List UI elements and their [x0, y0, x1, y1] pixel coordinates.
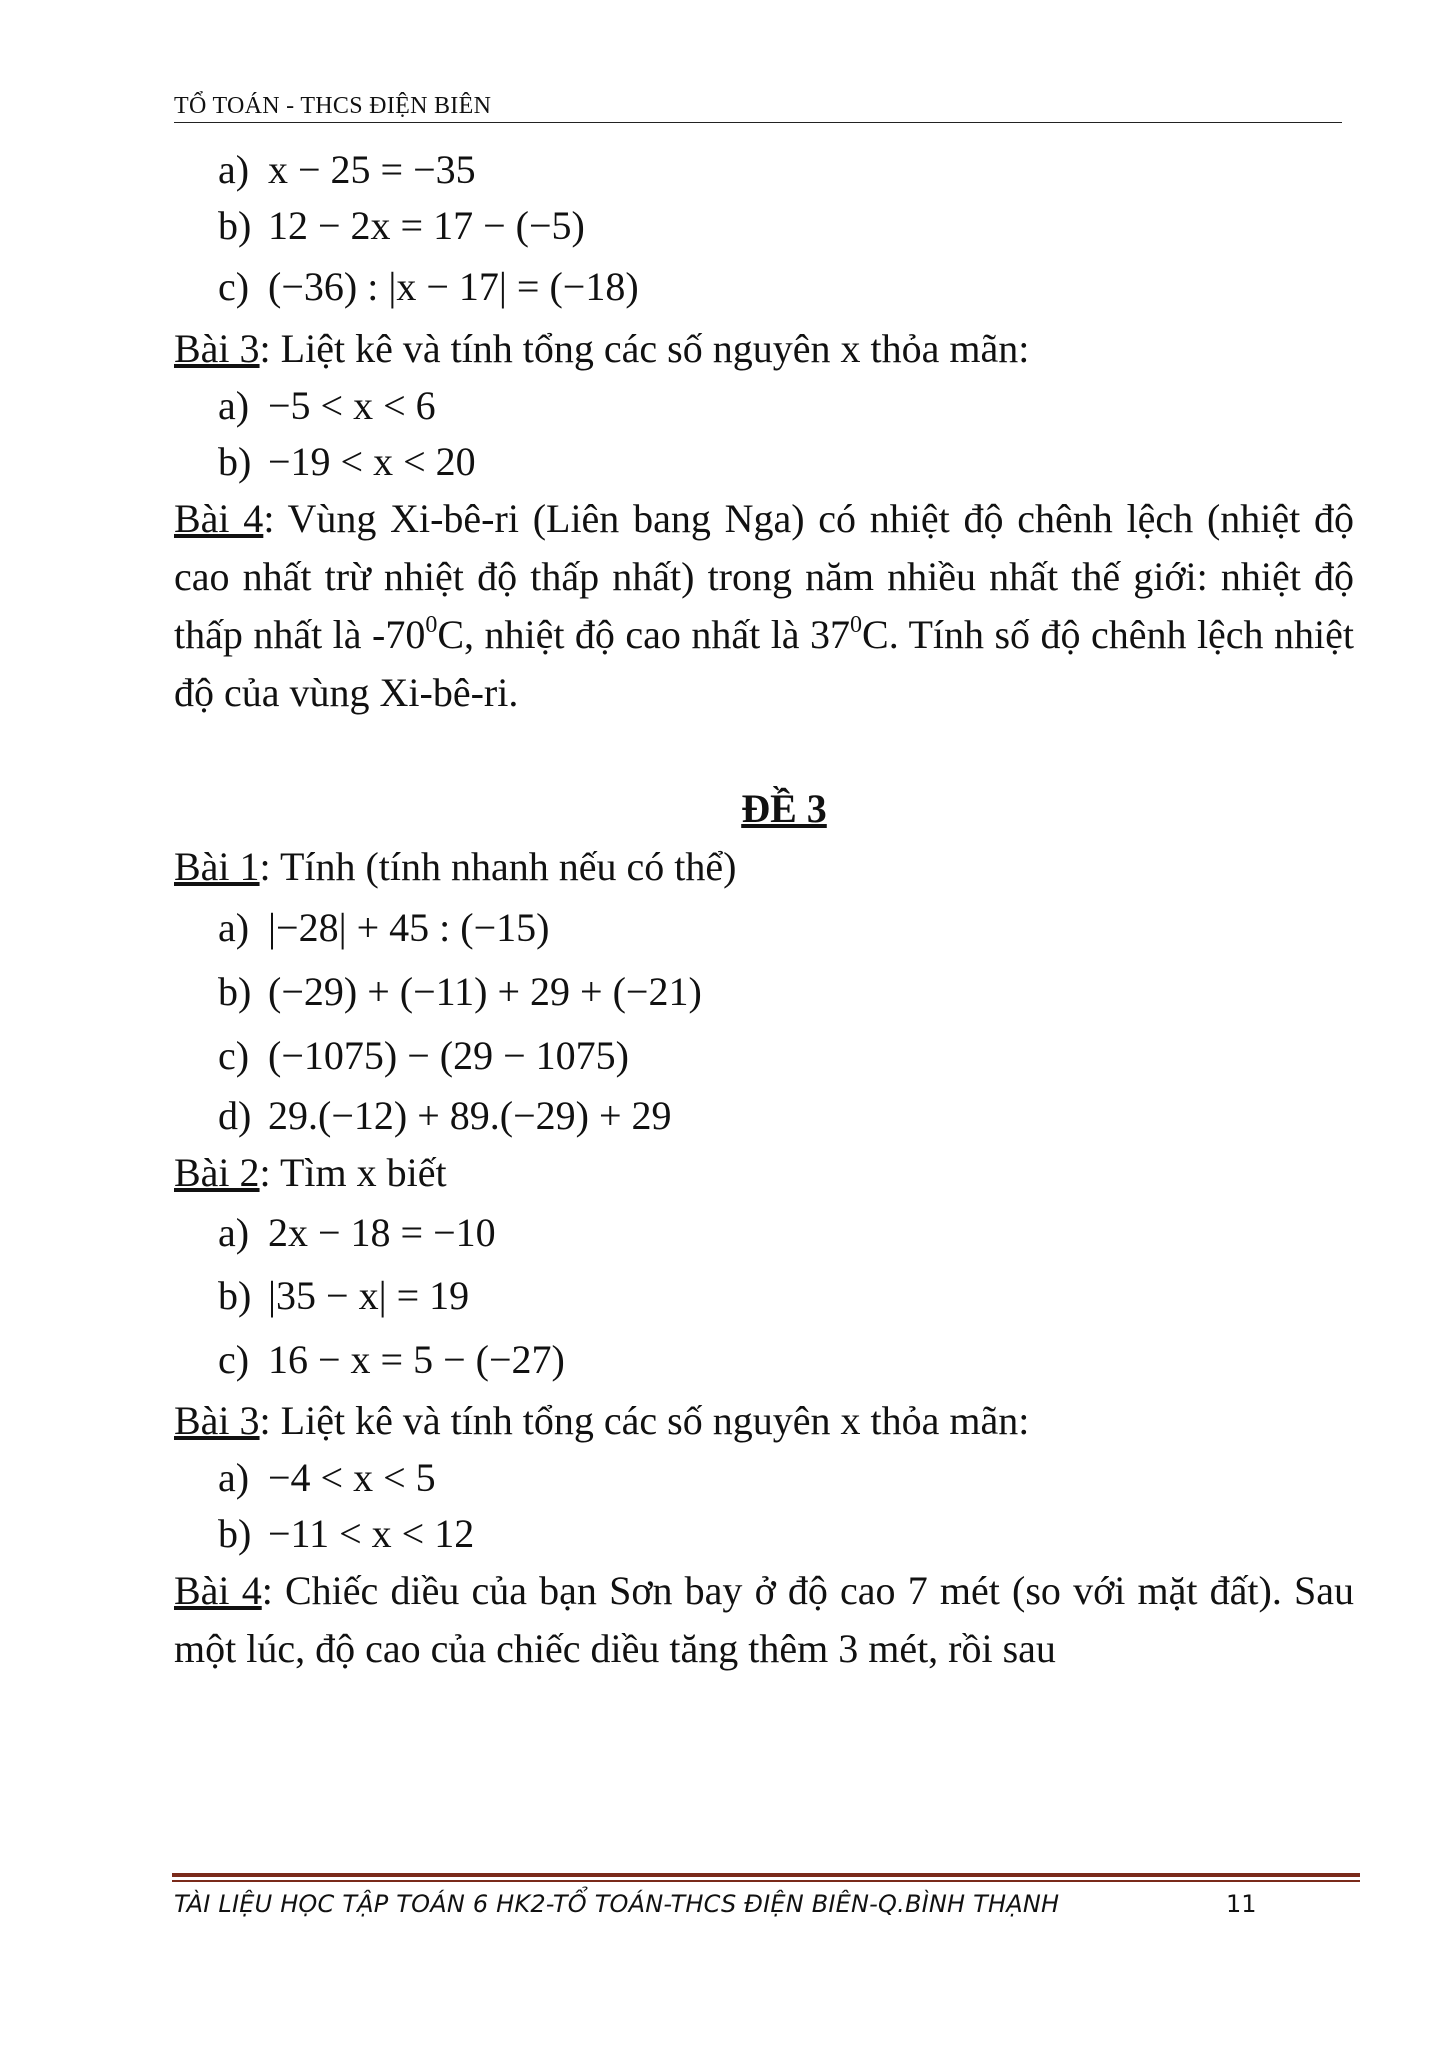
exercise-title: Bài 1 — [174, 844, 260, 889]
exercise-text: : Liệt kê và tính tổng các số nguyên x thỏa mãn: — [259, 1398, 1030, 1443]
exercise-item — [174, 378, 1354, 434]
exercise-item — [174, 198, 1354, 254]
exercise-item — [174, 896, 1354, 960]
exercise-prompt — [174, 1144, 1354, 1202]
math-expression: (−1075) − (29 − 1075) — [268, 1033, 629, 1078]
exercise-prompt — [174, 490, 1354, 722]
item-label: c) — [218, 264, 250, 309]
exercise-title: Bài 4 — [174, 496, 264, 541]
exercise-item — [174, 1024, 1354, 1088]
exercise-item — [174, 1202, 1354, 1264]
item-label: b) — [218, 969, 252, 1014]
exercise-item — [174, 1450, 1354, 1506]
math-expression: 12 − 2x = 17 − (−5) — [268, 203, 585, 248]
math-expression: −5 < x < 6 — [268, 383, 436, 428]
exercise-item — [174, 142, 1354, 198]
item-label: a) — [218, 1455, 250, 1500]
header-text: TỔ TOÁN - THCS ĐIỆN BIÊN — [174, 93, 492, 119]
exercise-item — [174, 1088, 1354, 1144]
exercise-title: Bài 4 — [174, 1568, 262, 1613]
page-number: 11 — [1226, 1890, 1257, 1918]
exercise-text: : Liệt kê và tính tổng các số nguyên x thỏa mãn: — [259, 326, 1030, 371]
math-expression: x − 25 = −35 — [268, 147, 476, 192]
exercise-item — [174, 1506, 1354, 1562]
exercise-item — [174, 254, 1354, 320]
superscript: 0 — [850, 612, 863, 638]
exercise-item — [174, 1264, 1354, 1328]
item-label: a) — [218, 905, 250, 950]
footer-rule — [172, 1880, 1360, 1882]
exercise-prompt — [174, 1562, 1354, 1678]
exercise-text: : Tính (tính nhanh nếu có thể) — [259, 844, 737, 889]
superscript: 0 — [425, 612, 438, 638]
math-expression: 2x − 18 = −10 — [268, 1210, 496, 1255]
item-label: d) — [218, 1093, 252, 1138]
exercise-text: : Tìm x biết — [259, 1150, 447, 1195]
exercise-prompt — [174, 838, 1354, 896]
exercise-text: C, nhiệt độ cao nhất là 37 — [437, 612, 851, 657]
exercise-title: Bài 2 — [174, 1150, 260, 1195]
item-label: c) — [218, 1033, 250, 1078]
item-label: b) — [218, 1273, 252, 1318]
exercise-title: Bài 3 — [174, 326, 260, 371]
page-content — [174, 142, 1354, 1678]
footer-text: TÀI LIỆU HỌC TẬP TOÁN 6 HK2-TỔ TOÁN-THCS ĐIỆN BIÊN-Q.BÌNH THẠNH — [174, 1890, 1060, 1918]
math-expression: −11 < x < 12 — [268, 1511, 475, 1556]
exercise-text: : Chiếc diều của bạn Sơn bay ở độ cao 7 mét (so với mặt đất). Sau một lúc, độ cao của chiếc diều tăng thêm 3 mét, rồi sau — [174, 1568, 1355, 1671]
exercise-item — [174, 1328, 1354, 1392]
item-label: b) — [218, 203, 252, 248]
section-heading: ĐỀ 3 — [741, 786, 827, 831]
exercise-title: Bài 3 — [174, 1398, 260, 1443]
page-footer — [174, 1890, 1354, 1930]
page-header — [174, 88, 1342, 123]
math-expression: (−29) + (−11) + 29 + (−21) — [268, 969, 702, 1014]
math-expression: −19 < x < 20 — [268, 439, 476, 484]
item-label: b) — [218, 1511, 252, 1556]
math-expression: 16 − x = 5 − (−27) — [268, 1337, 565, 1382]
item-label: b) — [218, 439, 252, 484]
exercise-prompt — [174, 320, 1354, 378]
math-expression: |−28| + 45 : (−15) — [268, 905, 550, 950]
item-label: a) — [218, 1210, 250, 1255]
exercise-text: C. Tính số độ chênh lệch nhiệt độ của vùng Xi-bê-ri. — [174, 612, 1355, 715]
exercise-prompt — [174, 1392, 1354, 1450]
math-expression: −4 < x < 5 — [268, 1455, 436, 1500]
math-expression: 29.(−12) + 89.(−29) + 29 — [268, 1093, 672, 1138]
footer-rule — [172, 1873, 1360, 1877]
exercise-item — [174, 434, 1354, 490]
item-label: a) — [218, 383, 250, 428]
item-label: a) — [218, 147, 250, 192]
math-expression: (−36) : |x − 17| = (−18) — [268, 264, 639, 309]
math-expression: |35 − x| = 19 — [268, 1273, 470, 1318]
exercise-text: : Vùng Xi-bê-ri (Liên bang Nga) có nhiệt độ chênh lệch (nhiệt độ cao nhất trừ nhiệt độ thấp nhất) trong năm nhiều nhất thế giới: nhiệt độ thấp nhất là -70 — [174, 496, 1355, 657]
exercise-item — [174, 960, 1354, 1024]
item-label: c) — [218, 1337, 250, 1382]
